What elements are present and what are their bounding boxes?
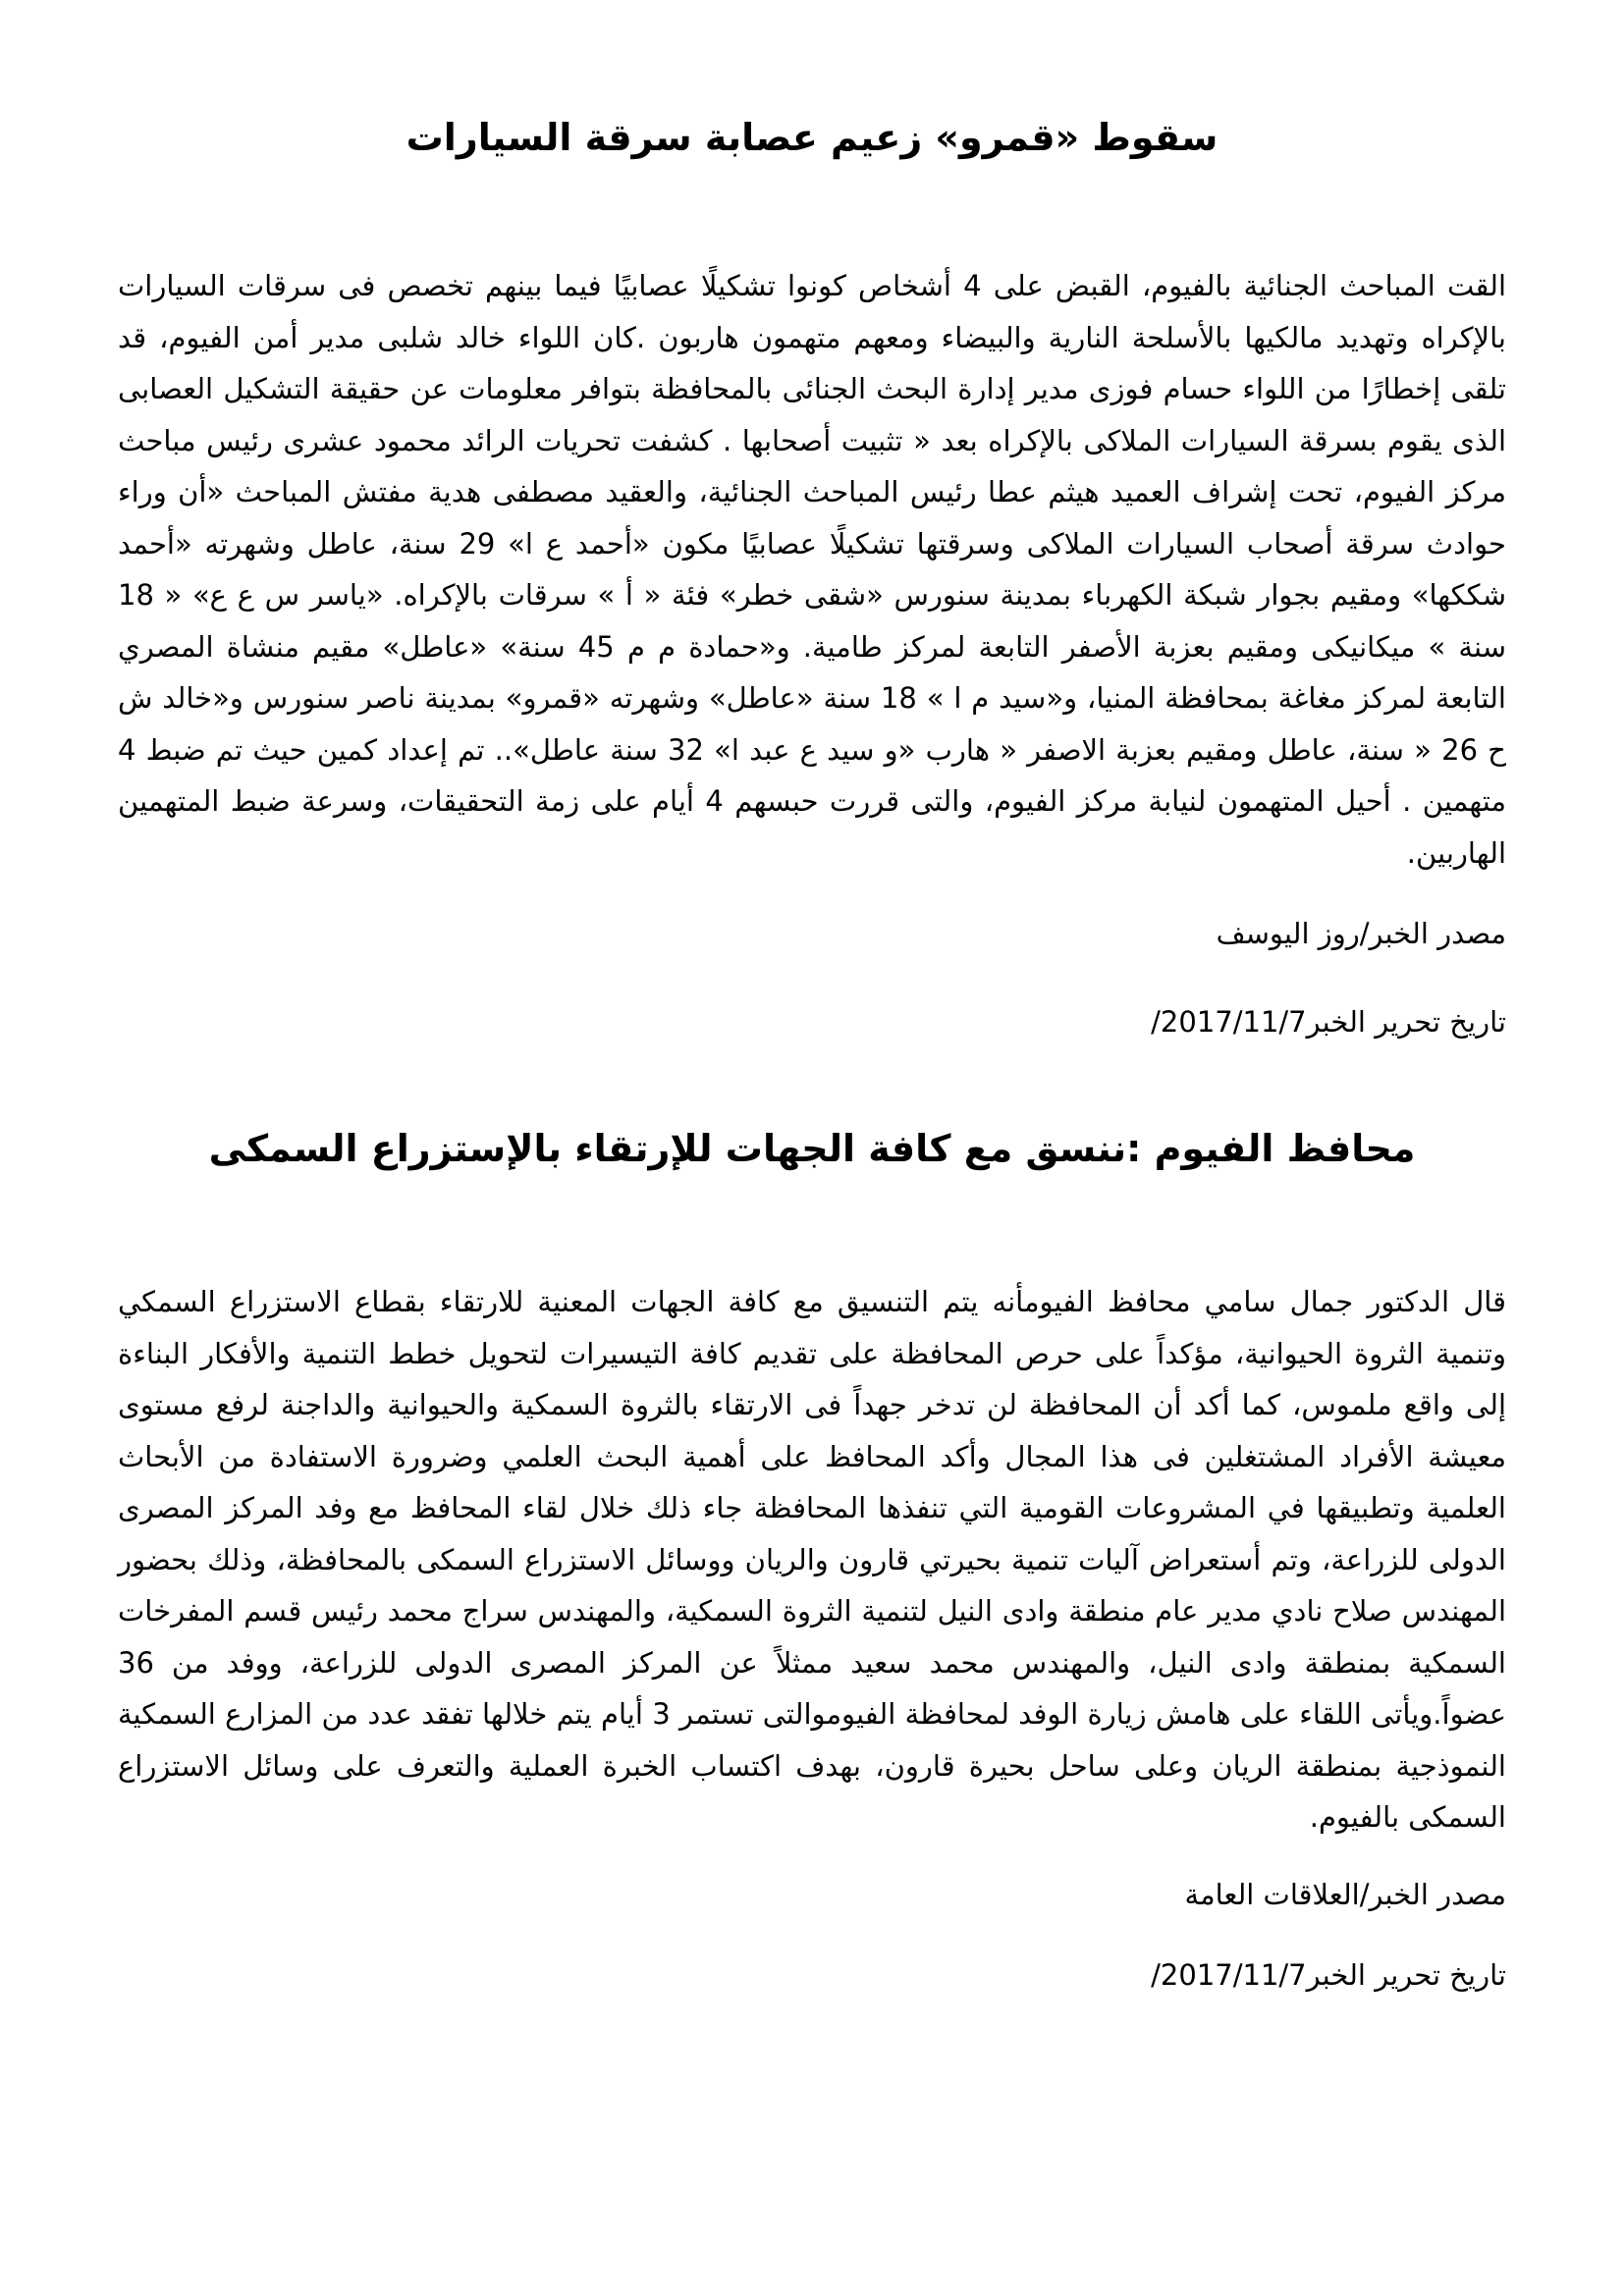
article-source: مصدر الخبر/العلاقات العامة bbox=[1184, 1877, 1506, 1911]
article-headline: محافظ الفيوم :ننسق مع كافة الجهات للإرتقاء بالإستزراع السمكى bbox=[208, 1127, 1416, 1170]
article-source: مصدر الخبر/روز اليوسف bbox=[1216, 917, 1506, 950]
article-body: قال الدكتور جمال سامي محافظ الفيومأنه يتم التنسيق مع كافة الجهات المعنية للارتقاء بقطاع الاستزراع السمكي وتنمية الثروة الحيوانية، مؤكداً على حرص المحافظة على تقديم كافة التيسيرات لتحويل خطط التنمية والأفكار البناءة إلى واقع ملموس، كما أكد أن المحافظة لن تدخر جهداً فى الارتقاء بالثروة السمكية والحيوانية والداجنة لرفع مستوى معيشة الأفراد المشتغلين فى هذا المجال وأكد المحافظ على أهمية البحث العلمي وضرورة الاستفادة من الأبحاث العلمية وتطبيقها في المشروعات القومية التي تنفذها المحافظة جاء ذلك خلال لقاء المحافظ مع وفد المركز المصرى الدولى للزراعة، وتم أستعراض آليات تنمية بحيرتي قارون والريان ووسائل الاستزراع السمكى بالمحافظة، وذلك بحضور المهندس صلاح نادي مدير عام منطقة وادى النيل لتنمية الثروة السمكية، والمهندس سراج محمد رئيس قسم المفرخات السمكية بمنطقة وادى النيل، والمهندس محمد سعيد ممثلاً عن المركز المصرى الدولى للزراعة، ووفد من 36 عضواً.ويأتى اللقاء على هامش زيارة الوفد لمحافظة الفيوموالتى تستمر 3 أيام يتم خلالها تفقد عدد من المزارع السمكية النموذجية بمنطقة الريان وعلى ساحل بحيرة قارون، بهدف اكتساب الخبرة العملية والتعرف على وسائل الاستزراع السمكى بالفيوم. bbox=[118, 1285, 1507, 1834]
article-body: القت المباحث الجنائية بالفيوم، القبض على 4 أشخاص كونوا تشكيلًا عصابيًا فيما بينهم تخصص فى سرقات السيارات بالإكراه وتهديد مالكيها بالأسلحة النارية والبيضاء ومعهم متهمون هاربون .كان اللواء خالد شلبى مدير أمن الفيوم، قد تلقى إخطارًا من اللواء حسام فوزى مدير إدارة البحث الجنائى بالمحافظة بتوافر معلومات عن حقيقة التشكيل العصابى الذى يقوم بسرقة السيارات الملاكى بالإكراه بعد « تثبيت أصحابها . كشفت تحريات الرائد محمود عشرى رئيس مباحث مركز الفيوم، تحت إشراف العميد هيثم عطا رئيس المباحث الجنائية، والعقيد مصطفى هدية مفتش المباحث «أن وراء حوادث سرقة أصحاب السيارات الملاكى وسرقتها تشكيلًا عصابيًا مكون «أحمد ع ا» 29 سنة، عاطل وشهرته «أحمد شككها» ومقيم بجوار شبكة الكهرباء بمدينة سنورس «شقى خطر» فئة « أ » سرقات بالإكراه. «ياسر س ع ع» « 18 سنة » ميكانيكى ومقيم بعزبة الأصفر التابعة لمركز طامية. و«حمادة م م 45 سنة» «عاطل» مقيم منشاة المصري التابعة لمركز مغاغة بمحافظة المنيا، و«سيد م ا » 18 سنة «عاطل» وشهرته «قمرو» بمدينة ناصر سنورس و«خالد ش ح 26 « سنة، عاطل ومقيم بعزبة الاصفر « هارب «و سيد ع عبد ا» 32 سنة عاطل».. تم إعداد كمين حيث تم ضبط 4 متهمين . أحيل المتهمون لنيابة مركز الفيوم، والتى قررت حبسهم 4 أيام على زمة التحقيقات، وسرعة ضبط المتهمين الهاربين. bbox=[118, 269, 1507, 870]
article-date: تاريخ تحرير الخبر2017/11/7/ bbox=[1151, 1005, 1506, 1039]
article-headline: سقوط «قمرو» زعيم عصابة سرقة السيارات bbox=[406, 116, 1218, 159]
news-article-car-theft-gang bbox=[118, 108, 1506, 1047]
news-article-fish-farming bbox=[118, 1119, 1506, 2001]
article-date: تاريخ تحرير الخبر2017/11/7/ bbox=[1151, 1957, 1506, 1992]
